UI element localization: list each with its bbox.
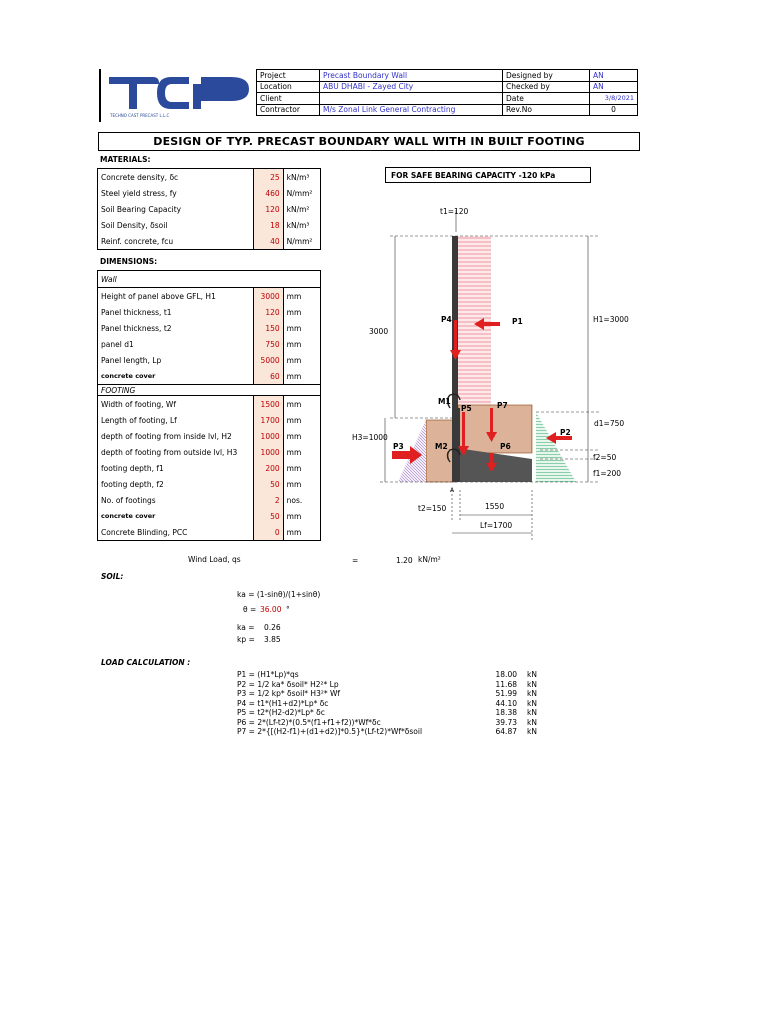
param-unit: mm [283,428,320,444]
param-label: Panel length, Lp [98,352,254,368]
param-unit: mm [283,444,320,460]
info-label: Project [257,70,320,82]
table-row [98,412,321,428]
param-label: No. of footings [98,492,254,508]
table-row [98,368,321,385]
param-unit: mm [283,352,320,368]
param-label: Panel thickness, t2 [98,320,254,336]
param-label: depth of footing from outside lvl, H3 [98,444,254,460]
table-row [98,444,321,460]
load-unit: kN [527,679,537,689]
arrow-p4-icon [454,320,457,352]
tcp-logo-icon [101,69,256,122]
wall-panel-lower [452,408,460,482]
table-row [98,217,321,233]
info-label: Date [503,93,590,105]
safe-bearing-note: FOR SAFE BEARING CAPACITY -120 kPa [385,167,591,183]
table-row [237,718,537,728]
arrow-p7-icon [490,408,493,434]
page-title: DESIGN OF TYP. PRECAST BOUNDARY WALL WITH IN BUILT FOOTING [98,132,640,151]
load-unit: kN [527,727,537,737]
info-label: Contractor [257,104,320,116]
label-f1: f1=200 [593,469,622,478]
label-p3: P3 [393,442,404,451]
load-unit: kN [527,717,537,727]
load-calc-table [237,670,537,737]
param-value[interactable]: 40 [254,233,283,250]
theta-unit: ° [286,605,290,614]
param-value[interactable]: 60 [254,368,283,385]
info-value: Precast Boundary Wall [320,70,503,82]
param-label: Length of footing, Lf [98,412,254,428]
label-lf: Lf=1700 [480,521,513,530]
param-value[interactable]: 1000 [254,444,283,460]
label-t1: t1=120 [440,207,469,216]
label-p5: P5 [461,404,472,413]
label-3000: 3000 [369,327,389,336]
load-calc-heading: LOAD CALCULATION : [101,658,191,667]
table-row [98,476,321,492]
arrow-p5-icon [462,412,465,448]
table-row [237,670,537,680]
param-unit: kN/m² [283,201,320,217]
param-value[interactable]: 50 [254,476,283,492]
load-eq: P3 = 1/2 kp* δsoil* H3²* Wf [237,689,341,699]
param-value[interactable]: 750 [254,336,283,352]
param-value[interactable]: 18 [254,217,283,233]
param-label: Panel thickness, t1 [98,304,254,320]
info-value: 3/8/2021 [590,93,638,105]
table-row [237,699,537,709]
param-value[interactable]: 50 [254,508,283,524]
wind-load-label: Wind Load, qs [188,555,241,564]
param-unit: mm [283,304,320,320]
param-value[interactable]: 120 [254,304,283,320]
soil-heading: SOIL: [101,572,124,581]
param-unit: N/mm² [283,185,320,201]
param-value[interactable]: 2 [254,492,283,508]
param-unit: mm [283,396,320,413]
param-label: Reinf. concrete, fcu [98,233,254,250]
param-label: Soil Bearing Capacity [98,201,254,217]
load-eq: P1 = (H1*Lp)*qs [237,670,299,680]
load-value: 39.73 [495,717,517,727]
param-unit: kN/m³ [283,217,320,233]
materials-table [97,168,321,250]
info-label: Client [257,93,320,105]
ka-value: 0.26 [264,623,281,632]
load-value: 64.87 [495,727,517,737]
kp-value: 3.85 [264,635,281,644]
load-value: 51.99 [495,689,517,699]
param-unit: kN/m³ [283,169,320,186]
wall-section-diagram [340,200,640,540]
param-value[interactable]: 25 [254,169,283,186]
info-value: AN [590,81,638,93]
label-m1: M1 [438,397,451,406]
label-p6: P6 [500,442,511,451]
table-row [98,336,321,352]
wall-dimensions-table [97,270,321,541]
info-label: Checked by [503,81,590,93]
param-unit: mm [283,412,320,428]
info-value [320,93,503,105]
param-value[interactable]: 120 [254,201,283,217]
soil-inside [426,420,456,482]
label-p2: P2 [560,428,571,437]
load-eq: P5 = t2*(H2-d2)*Lp* δc [237,708,325,718]
param-value[interactable]: 200 [254,460,283,476]
load-eq: P4 = t1*(H1+d2)*Lp* δc [237,698,329,708]
table-row [98,508,321,524]
table-row [98,428,321,444]
wall-subheading-row [98,271,321,288]
param-label: Steel yield stress, fy [98,185,254,201]
info-row-contractor [257,104,638,116]
param-label: footing depth, f2 [98,476,254,492]
table-row [98,524,321,541]
table-row [98,201,321,217]
param-value[interactable]: 1000 [254,428,283,444]
load-unit: kN [527,670,537,680]
param-unit: mm [283,336,320,352]
param-unit: mm [283,320,320,336]
param-label: Concrete density, δc [98,169,254,186]
label-1550: 1550 [485,502,505,511]
label-h1: H1=3000 [593,315,629,324]
load-eq: P2 = 1/2 ka* δsoil* H2²* Lp [237,679,339,689]
info-value: ABU DHABI - Zayed City [320,81,503,93]
company-logo [99,69,258,122]
materials-heading: MATERIALS: [100,155,151,164]
wind-load-unit: kN/m² [418,555,441,564]
load-value: 44.10 [495,698,517,708]
info-row-location [257,81,638,93]
label-p7: P7 [497,401,508,410]
label-a: A [450,487,455,494]
param-label: concrete cover [98,508,254,524]
table-row [237,708,537,718]
kp-label: kp = [237,635,255,644]
load-eq: P7 = 2*{[(H2-f1)+(d1+d2)]*0.5}*(Lf-t2)*Wf*δsoil [237,727,423,737]
label-h3: H3=1000 [352,433,388,442]
param-value[interactable]: 3000 [254,288,283,305]
param-label: panel d1 [98,336,254,352]
info-value: M/s Zonal Link General Contracting [320,104,503,116]
footing-subheading-row [98,385,321,396]
table-row [98,288,321,305]
project-info-table [256,69,638,116]
table-row [98,185,321,201]
wind-load-eq: = [352,556,359,565]
param-label: Concrete Blinding, PCC [98,524,254,541]
table-row [98,304,321,320]
logo-subtext: TECHNO CAST PRECAST L.L.C [110,113,170,118]
table-row [98,169,321,186]
param-label: Width of footing, Wf [98,396,254,413]
theta-value[interactable]: 36.00 [260,605,282,614]
param-value[interactable]: 150 [254,320,283,336]
param-unit: mm [283,524,320,541]
param-unit: mm [283,476,320,492]
param-value[interactable]: 1700 [254,412,283,428]
table-row [237,680,537,690]
info-value: AN [590,70,638,82]
table-row [98,460,321,476]
param-value[interactable]: 0 [254,524,283,541]
load-unit: kN [527,689,537,699]
param-value[interactable]: 1500 [254,396,283,413]
info-value: 0 [590,104,638,116]
param-value[interactable]: 5000 [254,352,283,368]
info-label: Designed by [503,70,590,82]
label-p1: P1 [512,317,523,326]
param-label: footing depth, f1 [98,460,254,476]
label-p4: P4 [441,315,452,324]
load-value: 18.38 [495,708,517,718]
param-unit: N/mm² [283,233,320,250]
table-row [98,233,321,250]
label-f2: f2=50 [593,453,617,462]
wall-subheading: Wall [98,271,321,288]
active-pressure-area [536,412,576,482]
info-row-client [257,93,638,105]
dimensions-heading: DIMENSIONS: [100,257,158,266]
label-t2: t2=150 [418,504,447,513]
param-unit: mm [283,508,320,524]
info-label: Location [257,81,320,93]
load-eq: P6 = 2*(Lf-t2)*(0.5*(f1+f1+f2))*Wf*δc [237,717,381,727]
param-unit: mm [283,460,320,476]
param-unit: mm [283,368,320,385]
table-row [98,320,321,336]
label-m2: M2 [435,442,448,451]
info-row-project [257,70,638,82]
theta-label: θ = [243,605,257,614]
param-label: Height of panel above GFL, H1 [98,288,254,305]
table-row [237,727,537,737]
param-unit: nos. [283,492,320,508]
load-unit: kN [527,708,537,718]
wind-load-value: 1.20 [396,556,413,565]
param-value[interactable]: 460 [254,185,283,201]
load-value: 18.00 [495,670,517,680]
param-unit: mm [283,288,320,305]
table-row [237,689,537,699]
table-row [98,396,321,413]
load-value: 11.68 [495,679,517,689]
param-label: Soil Density, δsoil [98,217,254,233]
param-label: concrete cover [98,368,254,385]
load-unit: kN [527,698,537,708]
ka-formula: ka = (1-sinθ)/(1+sinθ) [237,590,321,599]
param-label: depth of footing from inside lvl, H2 [98,428,254,444]
label-d1: d1=750 [594,419,625,428]
footing-subheading: FOOTING [98,385,321,396]
table-row [98,352,321,368]
table-row [98,492,321,508]
ka-label: ka = [237,623,255,632]
info-label: Rev.No [503,104,590,116]
